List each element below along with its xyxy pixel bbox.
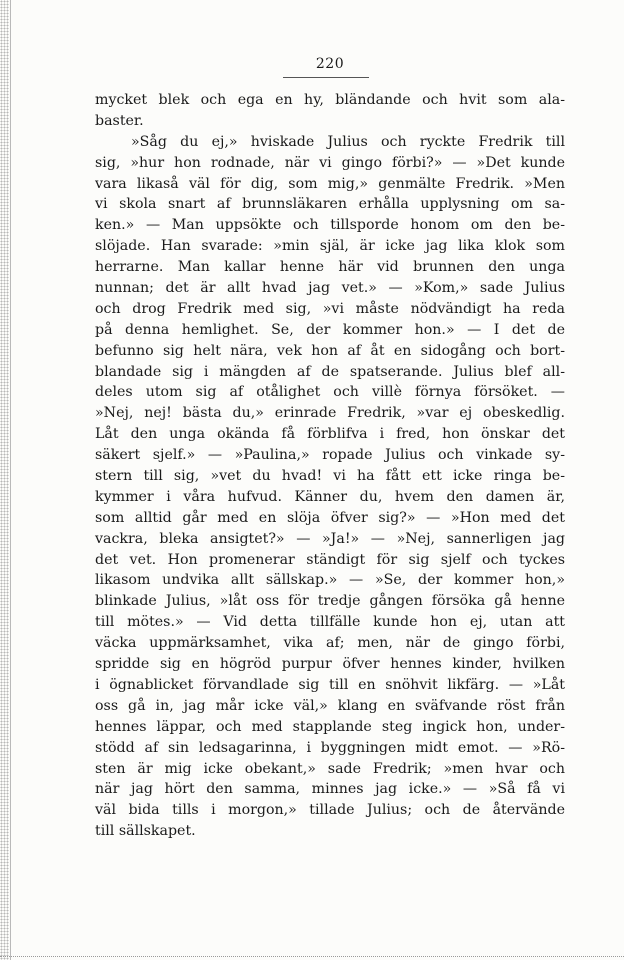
page-number-rule — [283, 77, 369, 78]
text-line: befunno sig helt nära, vek hon af åt en sidogång och bort- — [95, 342, 565, 359]
text-line: blandade sig i mängden af de spatserande. Julius blef all- — [95, 363, 565, 380]
text-line: säkert sjelf.» — »Paulina,» ropade Julius och vinkade sy- — [95, 447, 565, 464]
text-line: till sällskapet. — [95, 823, 196, 840]
text-line: sten är mig icke obekant,» sade Fredrik; »men hvar och — [95, 760, 565, 777]
text-line: spridde sig en högröd purpur öfver hennes kinder, hvilken — [95, 656, 565, 673]
text-line: mycket blek och ega en hy, bländande och hvit som ala- — [95, 92, 565, 108]
bottom-edge — [0, 956, 624, 958]
text-line: på denna hemlighet. Se, der kommer hon.» — I det de — [95, 321, 565, 338]
text-line: »Nej, nej! bästa du,» erinrade Fredrik, »var ej obeskedlig. — [95, 405, 565, 422]
text-line: väl bida tills i morgon,» tillade Julius; och de återvände — [95, 802, 565, 819]
text-line: vara likaså väl för dig, som mig,» genmälte Fredrik. »Men — [95, 175, 565, 192]
body-text — [95, 90, 565, 842]
text-line: blinkade Julius, »låt oss för tredje gången försöka gå henne — [95, 593, 565, 610]
text-line: likasom undvika allt sällskap.» — »Se, der kommer hon,» — [95, 572, 565, 589]
text-line: oss gå in, jag mår icke väl,» klang en sväfvande röst från — [95, 697, 565, 714]
text-line: som alltid går med en slöja öfver sig?» — »Hon med det — [95, 509, 565, 526]
text-line: kymmer i våra hufvud. Känner du, hvem den damen är, — [95, 488, 565, 505]
text-line: stern till sig, »vet du hvad! vi ha fått ett icke ringa be- — [95, 468, 565, 485]
text-line: till mötes.» — Vid detta tillfälle kunde hon ej, utan att — [95, 614, 565, 631]
binding-edge-line — [10, 0, 11, 960]
text-line: vackra, bleka ansigtet?» — »Ja!» — »Nej, sannerligen jag — [95, 530, 565, 547]
text-line: hennes läppar, och med stapplande steg ingick hon, under- — [95, 718, 565, 735]
text-line: »Såg du ej,» hviskade Julius och ryckte Fredrik till — [131, 133, 565, 150]
text-line: när jag hört den samma, minnes jag icke.» — »Så få vi — [95, 781, 565, 798]
text-line: herrarne. Man kallar henne här vid brunnen den unga — [95, 259, 565, 276]
text-line: nunnan; det är allt hvad jag vet.» — »Kom,» sade Julius — [95, 280, 565, 297]
text-line: i ögnablicket förvandlade sig till en snöhvit likfärg. — »Låt — [95, 676, 565, 693]
text-line: sig, »hur hon rodnade, när vi gingo förbi?» — »Det kunde — [95, 154, 565, 171]
text-line: vi skola snart af brunnsläkaren erhålla upplysning om sa- — [95, 196, 565, 213]
text-line: stödd af sin ledsagarinna, i byggningen midt emot. — »Rö- — [95, 739, 565, 756]
text-line: väcka uppmärksamhet, vika af; men, när de gingo förbi, — [95, 635, 565, 652]
text-line: Låt den unga okända få förblifva i fred, hon önskar det — [95, 426, 565, 443]
page-number: 220 — [315, 56, 345, 72]
text-line: ken.» — Man uppsökte och tillsporde honom om den be- — [95, 217, 565, 234]
binding-edge — [0, 0, 9, 960]
text-line: baster. — [95, 112, 144, 129]
text-line: det vet. Hon promenerar ständigt för sig sjelf och tyckes — [95, 551, 565, 568]
text-line: slöjade. Han svarade: »min själ, är icke jag lika klok som — [95, 238, 565, 255]
text-line: deles utom sig af otålighet och villè förnya försöket. — — [95, 384, 565, 401]
text-line: och drog Fredrik med sig, »vi måste nödvändigt ha reda — [95, 300, 565, 317]
